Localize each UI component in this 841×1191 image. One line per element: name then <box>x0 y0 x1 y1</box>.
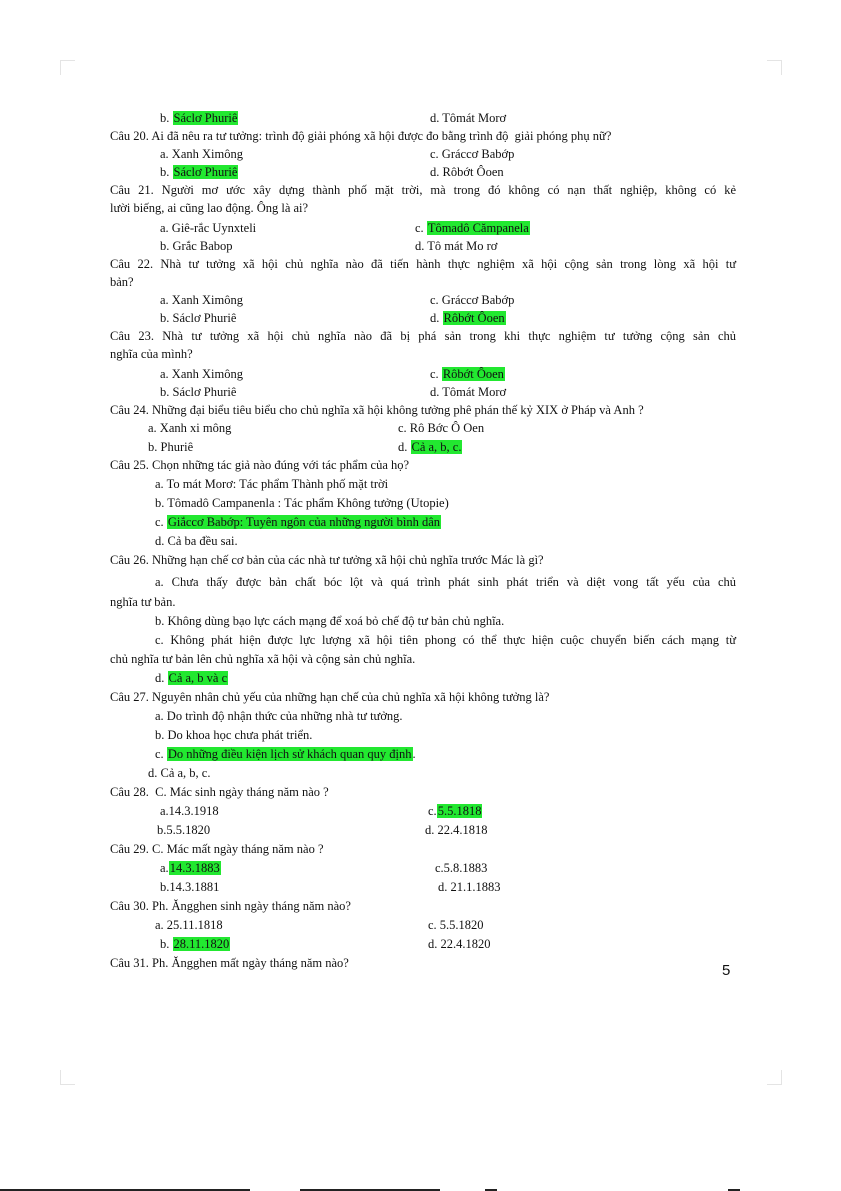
text-line <box>155 708 403 724</box>
text-fragment: a. To mát Morơ: Tác phẩm Thành phố mặt trời <box>155 477 389 491</box>
text-line <box>110 346 193 362</box>
option-right-column <box>428 936 491 952</box>
text-line <box>155 917 223 933</box>
text-fragment: Câu 20. Ai đã nêu ra tư tưởng: trình độ giải phóng xã hội được đo bằng trình độ giải phóng phụ nữ? <box>110 129 612 143</box>
text-line <box>110 689 549 705</box>
highlighted-answer: 5.5.1818 <box>437 804 482 818</box>
text-line <box>155 613 504 629</box>
option-right-column <box>398 420 484 436</box>
text-fragment: a. Xanh Ximông <box>160 293 243 307</box>
text-line <box>160 146 243 162</box>
text-fragment: d. Tômát Morơ <box>430 385 507 399</box>
text-fragment: b. <box>160 165 173 179</box>
text-line <box>155 476 388 492</box>
text-fragment: a.14.3.1918 <box>160 804 219 818</box>
corner-mark-top-left <box>60 60 75 75</box>
text-fragment: c. Gráccơ Babớp <box>430 293 515 307</box>
highlighted-answer: Cả a, b, c. <box>411 440 462 454</box>
text-line <box>148 439 193 455</box>
option-right-column <box>428 917 484 933</box>
text-line <box>160 936 230 952</box>
text-line <box>110 457 409 473</box>
text-line <box>155 495 449 511</box>
text-fragment: d. Tô mát Mo rơ <box>415 239 498 253</box>
text-fragment: a. Do trình độ nhận thức của những nhà tư tưởng. <box>155 709 403 723</box>
text-fragment: b. Sáclơ Phuriê <box>160 385 237 399</box>
option-right-column <box>430 110 506 126</box>
text-fragment: lười biếng, ai cũng lao động. Ông là ai? <box>110 201 309 215</box>
text-fragment: d. 21.1.1883 <box>438 880 501 894</box>
text-fragment: c. <box>415 221 427 235</box>
text-fragment: a. Xanh xi mông <box>148 421 232 435</box>
text-fragment: Câu 25. Chọn những tác giả nào đúng với tác phẩm của họ? <box>110 458 410 472</box>
option-right-column <box>428 803 482 819</box>
text-line: c. Không phát hiện được lực lượng xã hội tiên phong có thể thực hiện cuộc chuyển biến cách mạng từ <box>155 633 736 647</box>
text-fragment: c. <box>155 747 167 761</box>
scan-edge-bar <box>0 1186 841 1191</box>
highlighted-answer: Rôbớt Ôoen <box>442 367 504 381</box>
text-fragment: c. Gráccơ Babớp <box>430 147 515 161</box>
text-fragment: Câu 30. Ph. Ăngghen sinh ngày tháng năm nào? <box>110 899 351 913</box>
option-right-column <box>430 146 514 162</box>
page-number: 5 <box>722 962 731 979</box>
text-fragment: b. Sáclơ Phuriê <box>160 311 237 325</box>
text-fragment: b. Tômadô Campanenla : Tác phẩm Không tưởng (Utopie) <box>155 496 449 510</box>
highlighted-answer: Cả a, b và c <box>168 671 228 685</box>
text-line <box>160 366 243 382</box>
text-line <box>110 274 134 290</box>
text-line <box>110 200 308 216</box>
corner-mark-bottom-left <box>60 1070 75 1085</box>
text-fragment: c.5.8.1883 <box>435 861 488 875</box>
text-fragment: Câu 24. Những đại biểu tiêu biểu cho chủ nghĩa xã hội không tưởng phê phán thế kỷ XIX ở Pháp và Anh ? <box>110 403 644 417</box>
text-fragment: nghĩa của mình? <box>110 347 193 361</box>
text-line <box>110 955 349 971</box>
highlighted-answer: Tômadô Cămpanela <box>427 221 529 235</box>
corner-mark-bottom-right <box>767 1070 782 1085</box>
text-fragment: d. Cả ba đều sai. <box>155 534 238 548</box>
text-line <box>155 670 228 686</box>
option-right-column <box>415 238 497 254</box>
text-fragment: Câu 28. C. Mác sinh ngày tháng năm nào ? <box>110 785 329 799</box>
highlighted-answer: Do những điều kiện lịch sử khách quan quy định <box>167 747 412 761</box>
text-fragment: a. Giê-rắc Uynxteli <box>160 221 257 235</box>
text-fragment: b.5.5.1820 <box>157 823 211 837</box>
text-fragment: Câu 31. Ph. Ăngghen mất ngày tháng năm nào? <box>110 956 349 970</box>
text-fragment: bản? <box>110 275 134 289</box>
text-line <box>110 651 415 667</box>
text-fragment: c. <box>155 515 167 529</box>
text-line <box>148 765 210 781</box>
text-line <box>160 310 236 326</box>
text-fragment: Câu 26. Những hạn chế cơ bản của các nhà tư tưởng xã hội chủ nghĩa trước Mác là gì? <box>110 553 544 567</box>
highlighted-answer: Rôbớt Ôoen <box>443 311 505 325</box>
text-fragment: d. <box>430 311 443 325</box>
text-line: Câu 21. Người mơ ước xây dựng thành phố mặt trời, mà trong đó không có nạn thất nghiệp, không có kẻ <box>110 183 736 197</box>
highlighted-answer: 28.11.1820 <box>173 937 230 951</box>
text-line <box>160 110 238 126</box>
text-line <box>160 164 238 180</box>
option-right-column <box>398 439 462 455</box>
text-line <box>160 238 233 254</box>
text-line <box>155 533 238 549</box>
text-fragment: b. <box>160 937 173 951</box>
text-fragment: b. Phuriê <box>148 440 194 454</box>
text-fragment: a. Xanh Ximông <box>160 367 243 381</box>
text-line <box>155 514 441 530</box>
text-line <box>155 727 312 743</box>
text-line <box>160 860 221 876</box>
text-fragment: a. Xanh Ximông <box>160 147 243 161</box>
text-fragment: c. Rô Bớc Ô Oen <box>398 421 485 435</box>
text-line <box>160 879 219 895</box>
highlighted-answer: 14.3.1883 <box>169 861 220 875</box>
text-fragment: b. Không dùng bạo lực cách mạng để xoá bỏ chế độ tư bản chủ nghĩa. <box>155 614 505 628</box>
text-fragment: c. 5.5.1820 <box>428 918 484 932</box>
option-right-column <box>425 822 488 838</box>
text-fragment: b.14.3.1881 <box>160 880 220 894</box>
text-line <box>110 552 544 568</box>
text-line <box>160 292 243 308</box>
text-fragment: d. <box>398 440 411 454</box>
text-fragment: c. <box>430 367 442 381</box>
highlighted-answer: Sáclơ Phuriê <box>173 165 238 179</box>
corner-mark-top-right <box>767 60 782 75</box>
text-line <box>110 841 324 857</box>
text-fragment: Câu 29. C. Mác mất ngày tháng năm nào ? <box>110 842 324 856</box>
text-fragment: b. <box>160 111 173 125</box>
option-right-column <box>430 310 506 326</box>
text-fragment: b. Grắc Babop <box>160 239 233 253</box>
text-fragment: b. Do khoa học chưa phát triển. <box>155 728 313 742</box>
highlighted-answer: Sáclơ Phuriê <box>173 111 238 125</box>
text-line <box>110 594 175 610</box>
text-fragment: chủ nghĩa tư bản lên chủ nghĩa xã hội và cộng sản chủ nghĩa. <box>110 652 416 666</box>
text-fragment: d. Tômát Morơ <box>430 111 507 125</box>
text-line: a. Chưa thấy được bản chất bóc lột và quá trình phát sinh phát triển và diệt vong tất yếu của chủ <box>155 575 736 589</box>
text-line <box>110 898 351 914</box>
text-fragment: a. <box>160 861 169 875</box>
highlighted-answer: Giắccơ Babớp: Tuyên ngôn của những người bình dân <box>167 515 441 529</box>
text-fragment: d. Cả a, b, c. <box>148 766 211 780</box>
text-line <box>160 384 236 400</box>
option-right-column <box>430 384 506 400</box>
text-fragment: Câu 27. Nguyên nhân chủ yếu của những hạn chế của chủ nghĩa xã hội không tưởng là? <box>110 690 550 704</box>
text-line <box>110 128 611 144</box>
text-line <box>157 822 210 838</box>
text-line <box>110 402 644 418</box>
text-fragment: a. 25.11.1818 <box>155 918 223 932</box>
text-line <box>110 784 329 800</box>
text-fragment: nghĩa tư bản. <box>110 595 176 609</box>
text-line <box>160 803 219 819</box>
option-right-column <box>430 366 505 382</box>
text-fragment: d. <box>155 671 168 685</box>
option-right-column <box>435 860 487 876</box>
text-fragment: c. <box>428 804 437 818</box>
text-fragment: . <box>412 747 416 761</box>
option-right-column <box>430 164 504 180</box>
text-line <box>155 746 416 762</box>
text-line: Câu 22. Nhà tư tưởng xã hội chủ nghĩa nào đã tiến hành thực nghiệm xã hội cộng sản trong lòng xã hội tư <box>110 257 736 271</box>
text-line <box>148 420 231 436</box>
text-fragment: d. Rôbớt Ôoen <box>430 165 504 179</box>
text-fragment: d. 22.4.1818 <box>425 823 488 837</box>
text-line <box>160 220 256 236</box>
option-right-column <box>415 220 530 236</box>
text-line: Câu 23. Nhà tư tưởng xã hội chủ nghĩa nào đã bị phá sản trong khi thực nghiệm tư tưởng cộng sản chủ <box>110 329 736 343</box>
option-right-column <box>430 292 514 308</box>
option-right-column <box>438 879 501 895</box>
text-fragment: d. 22.4.1820 <box>428 937 491 951</box>
